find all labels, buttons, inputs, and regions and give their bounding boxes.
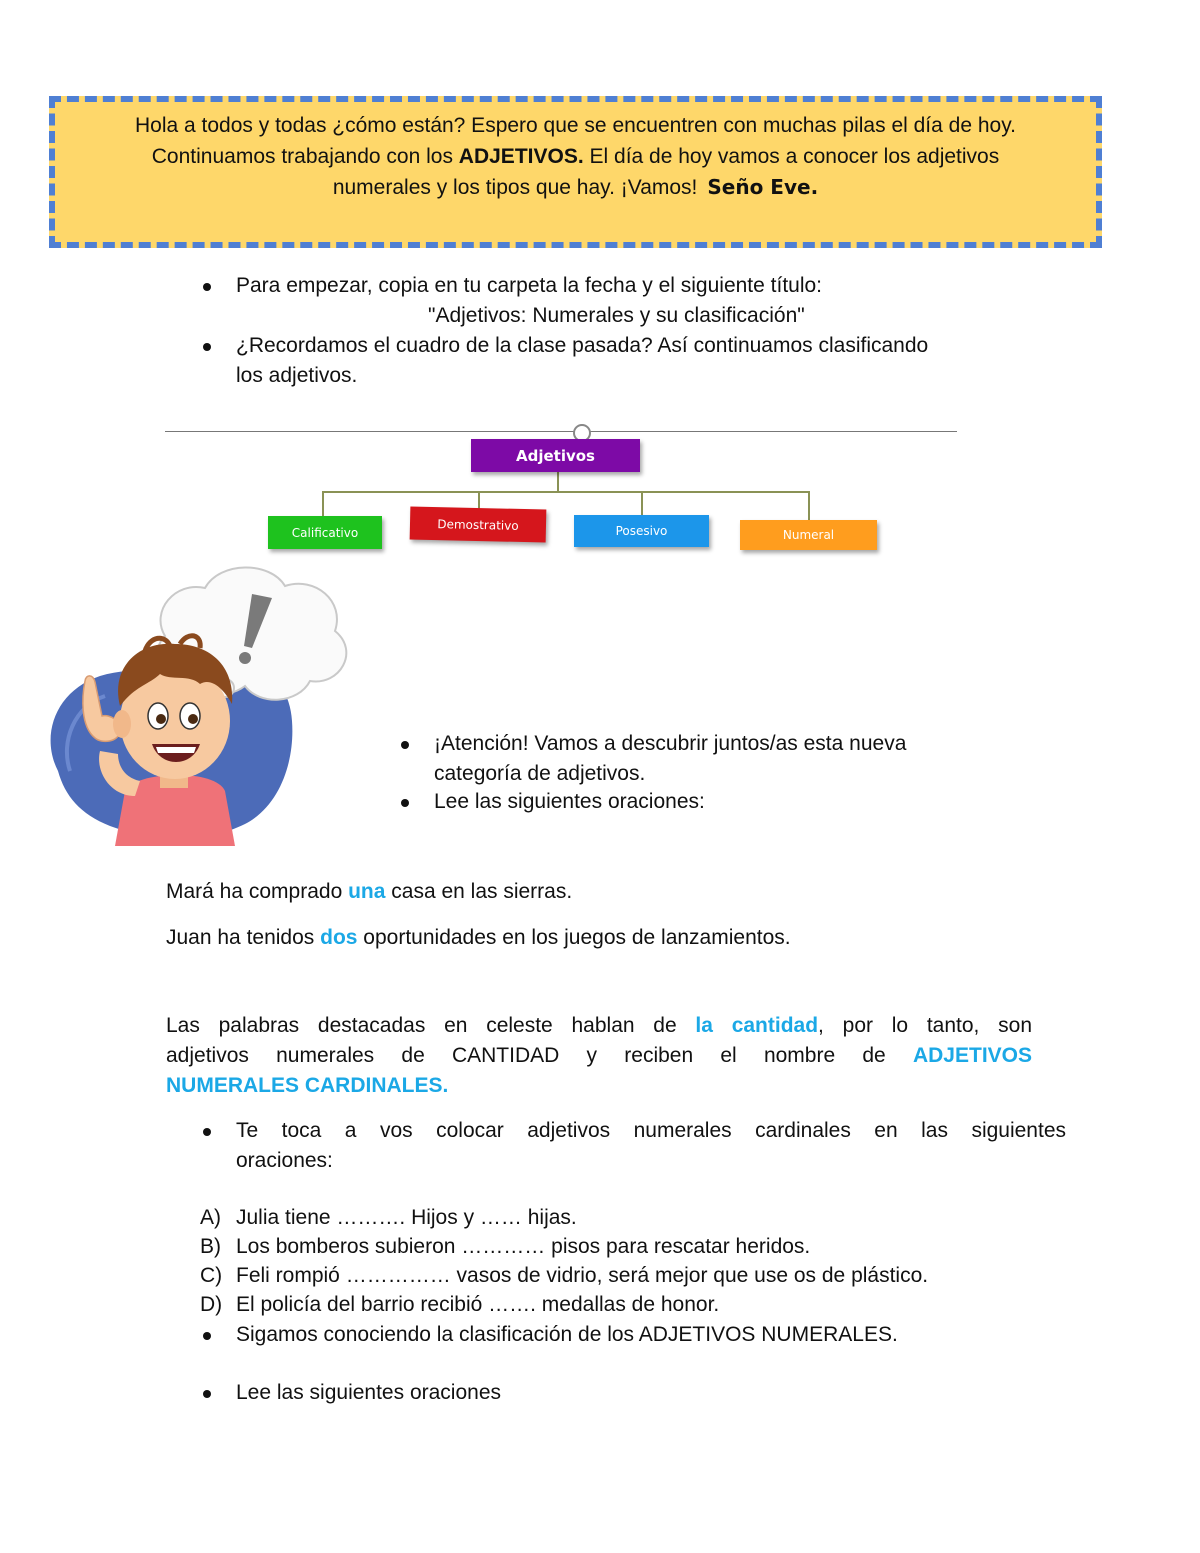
chart-connector-c1 <box>478 491 480 509</box>
chart-divider-line <box>165 431 957 432</box>
greeting-line-3-text: numerales y los tipos que hay. ¡Vamos! <box>332 176 698 199</box>
attention-bullet-1-line-1: ¡Atención! Vamos a descubrir juntos/as esta nueva <box>434 732 907 755</box>
task-line-1: Te toca a vos colocar adjetivos numerales cardinales en las siguientes <box>236 1119 1066 1142</box>
chart-connector-horizontal <box>322 491 810 493</box>
exercise-c-label: C) <box>200 1264 223 1287</box>
greeting-line-3 <box>55 172 1096 203</box>
attention-bullet-2-text: Lee las siguientes oraciones: <box>434 790 705 813</box>
exercise-d <box>200 1290 1096 1320</box>
chart-node-posesivo: Posesivo <box>574 515 709 547</box>
exercise-a-label: A) <box>200 1206 221 1229</box>
explanation-line-1-start: Las palabras destacadas en celeste hablan de <box>166 1014 696 1037</box>
explanation-line-2 <box>166 1041 1032 1071</box>
example-2-end: oportunidades en los juegos de lanzamientos. <box>357 926 791 949</box>
exercise-a-text: Julia tiene ………. Hijos y …… hijas. <box>236 1206 577 1229</box>
explanation-line-2-start: adjetivos numerales de CANTIDAD y reciben el nombre de <box>166 1044 913 1067</box>
example-2-highlight: dos <box>320 926 358 949</box>
exercise-d-text: El policía del barrio recibió ……. medallas de honor. <box>236 1293 720 1316</box>
greeting-box <box>49 96 1102 248</box>
greeting-adjetivos-bold: ADJETIVOS. <box>458 145 584 168</box>
greeting-line-1: Hola a todos y todas ¿cómo están? Espero que se encuentren con muchas pilas el día de hoy. <box>135 114 1016 137</box>
explanation-paragraph <box>166 1011 1032 1101</box>
task-bullet <box>200 1116 1066 1176</box>
chart-connector-root <box>557 472 559 492</box>
exercise-c <box>200 1261 1096 1291</box>
lesson-title: "Adjetivos: Numerales y su clasificación" <box>428 304 805 327</box>
exercise-c-text: Feli rompió …………… vasos de vidrio, será mejor que use os de plástico. <box>236 1264 929 1287</box>
exercise-a <box>200 1203 1096 1233</box>
closing-bullet-2-text: Lee las siguientes oraciones <box>236 1381 502 1404</box>
chart-connector-c0 <box>322 491 324 516</box>
chart-node-numeral: Numeral <box>740 520 877 550</box>
exercise-b-text: Los bomberos subieron ………… pisos para rescatar heridos. <box>236 1235 811 1258</box>
closing-bullet-1-text: Sigamos conociendo la clasificación de los ADJETIVOS NUMERALES. <box>236 1323 898 1346</box>
example-1-end: casa en las sierras. <box>385 880 573 903</box>
example-sentence-2 <box>166 923 791 953</box>
chart-connector-c2 <box>641 491 643 515</box>
chart-node-calificativo: Calificativo <box>268 516 382 549</box>
attention-bullet-2 <box>398 787 1074 817</box>
explanation-highlight-cantidad: la cantidad <box>695 1014 819 1037</box>
closing-bullet-1 <box>200 1320 1096 1350</box>
attention-bullet-1 <box>398 729 1074 789</box>
task-line-2: oraciones: <box>236 1149 333 1172</box>
example-1-highlight: una <box>348 880 386 903</box>
intro-bullet-2 <box>200 331 1096 391</box>
example-2-start: Juan ha tenidos <box>166 926 321 949</box>
example-1-start: Mará ha comprado <box>166 880 349 903</box>
greeting-line-2-start: Continuamos trabajando con los <box>151 145 459 168</box>
explanation-line-3 <box>166 1071 1032 1101</box>
example-sentence-1 <box>166 877 572 907</box>
teacher-signature: Seño Eve. <box>707 175 819 199</box>
intro-bullet-2-line-1: ¿Recordamos el cuadro de la clase pasada? Así continuamos clasificando <box>236 334 929 357</box>
chart-node-demostrativo: Demostrativo <box>410 506 547 542</box>
explanation-highlight-adjetivos: ADJETIVOS <box>912 1044 1032 1067</box>
chart-node-adjetivos: Adjetivos <box>471 439 640 472</box>
greeting-line-2 <box>55 141 1096 172</box>
greeting-line-2-end: El día de hoy vamos a conocer los adjetivos <box>583 145 1000 168</box>
explanation-line-1 <box>166 1011 1032 1041</box>
exercise-b-label: B) <box>200 1235 221 1258</box>
explanation-highlight-cardinales: NUMERALES CARDINALES. <box>166 1074 449 1097</box>
exercise-d-label: D) <box>200 1293 223 1316</box>
exercise-b <box>200 1232 1096 1262</box>
intro-bullet-2-line-2: los adjetivos. <box>236 364 358 387</box>
intro-bullet-1-text: Para empezar, copia en tu carpeta la fecha y el siguiente título: <box>236 274 823 297</box>
intro-bullet-1 <box>200 271 1096 301</box>
closing-bullet-2 <box>200 1378 1096 1408</box>
thinking-boy-illustration <box>40 556 360 851</box>
attention-bullet-1-line-2: categoría de adjetivos. <box>434 762 646 785</box>
chart-connector-c3 <box>808 491 810 520</box>
explanation-line-1-end: , por lo tanto, son <box>818 1014 1032 1037</box>
